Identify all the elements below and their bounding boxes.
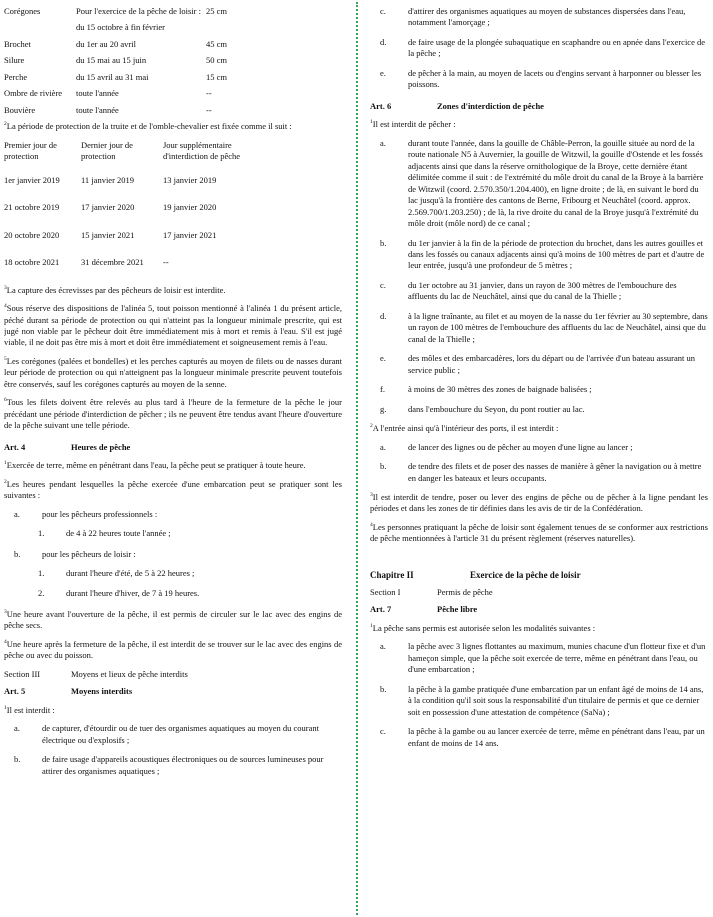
paragraph: $^4$Sous réserve des dispositions de l'alinéa 5, tout poisson mentionné à l'alinéa 1 du présent article, péché durant sa période de protection ou qui n'atteint pas la longueur minimale prescrite, qui est jugé non viable par le pêcheur doit être immédiatement mis à mort et remis à l'eau. S'il est jugé viable, il ne doit pas être mis à mort et doit être immédiatement et soigneusement remis à l'eau. bbox=[4, 303, 342, 348]
list-item: a. de capturer, d'étourdir ou de tuer des organismes aquatiques au moyen du courant électrique ou d'explosifs ; bbox=[14, 723, 319, 745]
species-cell: Corégones bbox=[4, 6, 41, 16]
right-column bbox=[370, 0, 708, 917]
article-heading: Art. 6 Zones d'interdiction de pêche bbox=[370, 100, 544, 111]
dates-cell: 1er janvier 2019 bbox=[4, 174, 60, 185]
paragraph: $^5$Les corégones (palées et bondelles) et les perches capturés au moyen de filets ou de nasses durant leur période de protection ou qui n'atteignent pas la longueur minimale prescrite peuvent toutefois être conservés, sauf les corégones capturés au moyen de la senne. bbox=[4, 355, 342, 389]
left-column bbox=[4, 0, 342, 917]
list-item: a. de lancer des lignes ou de pêcher au moyen d'une ligne au lancer ; bbox=[380, 441, 633, 452]
paragraph: $^3$Il est interdit de tendre, poser ou lever des engins de pêche ou de pêcher à la ligne pendant les périodes et dans les zones de tir définies dans les avis de tir de la Confédération. bbox=[370, 492, 708, 514]
list-item: a. pour les pêcheurs professionnels : bbox=[14, 508, 158, 519]
list-item: b. la pêche à la gambe pratiquée d'une embarcation par un enfant âgé de moins de 14 ans, à la condition qu'il soit sous la responsabilité d'un titulaire de permis et que ce dernier soit en possession d'une attestation de compétence (SaNa) ; bbox=[380, 683, 704, 717]
list-item: b. de faire usage d'appareils acoustiques électroniques ou de sources lumineuses pour attirer des organismes aquatiques ; bbox=[14, 754, 324, 776]
period-cell: du 15 octobre à fin février bbox=[76, 22, 165, 33]
list-item: c. d'attirer des organismes aquatiques au moyen de substances dispersées dans l'eau, notamment l'amorçage ; bbox=[380, 6, 686, 28]
dates-header-cell: Premier jour de protection bbox=[4, 139, 57, 162]
paragraph: $^3$Une heure avant l'ouverture de la pêche, il est permis de circuler sur le lac avec des engins de pêche secs. bbox=[4, 608, 342, 631]
list-item: a. la pêche avec 3 lignes flottantes au maximum, munies chacune d'un flotteur fixe et d'un hameçon simple, que la pêche soit exercée de terre, même en pénétrant dans l'eau, ou d'une embarcation ; bbox=[380, 641, 706, 675]
article-heading: Art. 5 Moyens interdits bbox=[4, 686, 133, 697]
period-cell: toute l'année bbox=[76, 88, 119, 99]
list-item: e. de pêcher à la main, au moyen de lacets ou d'engins servant à harponner ou blesser les poissons. bbox=[380, 67, 702, 90]
size-cell: -- bbox=[206, 104, 212, 115]
paragraph: $^1$Il est interdit : bbox=[4, 704, 55, 715]
size-cell: 15 cm bbox=[206, 71, 228, 82]
sub-list-item: 1. durant l'heure d'été, de 5 à 22 heures ; bbox=[38, 568, 195, 578]
species-table bbox=[4, 6, 342, 121]
list-item: b. pour les pêcheurs de loisir : bbox=[14, 548, 136, 559]
dates-header-cell: Jour supplémentaire d'interdiction de pêche bbox=[163, 139, 241, 162]
dates-cell: 20 octobre 2020 bbox=[4, 229, 60, 240]
period-cell: Pour l'exercice de la pêche de loisir : bbox=[76, 6, 201, 16]
paragraph: $^4$Les personnes pratiquant la pêche de loisir sont également tenues de se conformer aux restrictions de pêche mentionnées à l'article 31 du présent règlement (réserves naturelles). bbox=[370, 521, 708, 544]
list-item: b. de tendre des filets et de poser des nasses de manière à gêner la navigation ou à mettre en danger les bateaux et leurs occupants. bbox=[380, 461, 702, 483]
sub-list-item: 1. de 4 à 22 heures toute l'année ; bbox=[38, 528, 171, 539]
list-item: e. des môles et des embarcadères, lors du départ ou de l'arrivée d'un bateau assurant un service public ; bbox=[380, 353, 695, 375]
dates-cell: 31 décembre 2021 bbox=[81, 257, 144, 268]
size-cell: 45 cm bbox=[206, 38, 228, 49]
paragraph: $^6$Tous les filets doivent être relevés au plus tard à l'heure de la fermeture de la pêche le jour précédant une période d'interdiction de pêcher ; ils ne peuvent être tendus avant l'heure d'ouverture de la pêche suivant une telle période. bbox=[4, 397, 342, 431]
size-cell: 25 cm bbox=[206, 6, 228, 16]
species-cell bbox=[4, 22, 76, 38]
list-item: g. dans l'embouchure du Seyon, du pont routier au lac. bbox=[380, 403, 585, 414]
species-cell: Ombre de rivière bbox=[4, 88, 63, 99]
paragraph: $^1$Il est interdit de pêcher : bbox=[370, 119, 456, 130]
species-cell: Perche bbox=[4, 71, 28, 82]
column-divider bbox=[356, 2, 358, 915]
period-cell: du 1er au 20 avril bbox=[76, 38, 136, 49]
paragraph: $^2$Les heures pendant lesquelles la pêche exercée d'une embarcation peut se pratiquer sont les suivantes : bbox=[4, 478, 342, 501]
paragraph: $^1$La pêche sans permis est autorisée selon les modalités suivantes : bbox=[370, 622, 596, 633]
paragraph: $^4$Une heure après la fermeture de la pêche, il est interdit de se trouver sur le lac avec des engins de pêche ou avec du poisson. bbox=[4, 638, 342, 661]
size-cell bbox=[206, 22, 266, 38]
size-cell: -- bbox=[206, 88, 212, 99]
dates-cell: 15 janvier 2021 bbox=[81, 229, 135, 240]
paragraph: $^2$A l'entrée ainsi qu'à l'intérieur des ports, il est interdit : bbox=[370, 423, 559, 434]
section-heading: Section III Moyens et lieux de pêche interdits bbox=[4, 668, 188, 679]
dates-cell: 13 janvier 2019 bbox=[163, 174, 217, 185]
dates-cell: 18 octobre 2021 bbox=[4, 257, 60, 268]
dates-cell: 19 janvier 2020 bbox=[163, 202, 217, 213]
sub-list-item: 2. durant l'heure d'hiver, de 7 à 19 heures. bbox=[38, 588, 200, 599]
list-item: d. de faire usage de la plongée subaquatique en scaphandre ou en apnée dans l'exercice de la pêche ; bbox=[380, 36, 706, 59]
list-item: f. à moins de 30 mètres des zones de baignade balisées ; bbox=[380, 384, 592, 395]
list-item: c. du 1er octobre au 31 janvier, dans un rayon de 300 mètres de l'embouchure des affluents du lac de Neuchâtel, ainsi que du canal de la Thielle ; bbox=[380, 279, 677, 302]
section-heading: Section I Permis de pêche bbox=[370, 587, 493, 598]
size-cell: 50 cm bbox=[206, 55, 228, 66]
list-item: c. la pêche à la gambe ou au lancer exercée de terre, même en pénétrant dans l'eau, par un enfant de moins de 14 ans. bbox=[380, 726, 705, 748]
paragraph: $^2$La période de protection de la truite et de l'omble-chevalier est fixée comme il suit : bbox=[4, 121, 292, 132]
paragraph: $^1$Exercée de terre, même en pénétrant dans l'eau, la pêche peut se pratiquer à toute heure. bbox=[4, 460, 306, 471]
chapter-heading: Chapitre II Exercice de la pêche de loisir bbox=[370, 569, 581, 580]
species-cell: Brochet bbox=[4, 38, 31, 49]
paragraph: $^3$La capture des écrevisses par des pêcheurs de loisir est interdite. bbox=[4, 284, 226, 295]
dates-cell: 21 octobre 2019 bbox=[4, 202, 60, 213]
dates-cell: 17 janvier 2020 bbox=[81, 202, 135, 213]
period-cell: toute l'année bbox=[76, 104, 119, 115]
list-item: a. durant toute l'année, dans la gouille de Châble-Perron, la gouille située au nord de la route nationale N5 à Auvernier, la gouille de Witzwil, la gouille d'Ostende et les fossés adjacents ainsi que dans la réserve ornithologique de la Broye, cette dernière étant délimitée comme il suit : de l'extrémité du môle droit du canal de la Broye à la barrière de Witzwil (coord. 2.570.350/1.204.400), en ligne droite ; de là, en suivant le bord du lac jusqu'à la frontière des cantons de Berne, Fribourg et Neuchâtel (coord. approx. 2.569.700/1.203.250) ; de là, la rive droite du canal de la Broye jusqu'à l'extrémité du môle droit (môle nord) de ce canal ; bbox=[380, 137, 704, 229]
protection-dates-table bbox=[4, 140, 342, 285]
period-cell: du 15 avril au 31 mai bbox=[76, 71, 149, 82]
period-cell: du 15 mai au 15 juin bbox=[76, 55, 147, 66]
list-item: b. du 1er janvier à la fin de la période de protection du brochet, dans les autres gouilles et dans les fossés ou canaux adjacents ainsi qu'à moins de 100 mètres de part et d'autre de leur entrée, jusqu'à une profondeur de 5 mètres ; bbox=[380, 237, 705, 271]
dates-cell: -- bbox=[163, 257, 169, 268]
list-item: d. à la ligne traînante, au filet et au moyen de la nasse du 1er février au 30 septembre, dans un rayon de 100 mètres de l'embouchure des affluents du lac de Neuchâtel, ainsi que du canal de la Thielle ; bbox=[380, 310, 708, 344]
species-cell: Bouvière bbox=[4, 104, 36, 115]
dates-header-cell: Dernier jour de protection bbox=[81, 139, 133, 162]
article-heading: Art. 7 Pêche libre bbox=[370, 604, 478, 615]
dates-cell: 11 janvier 2019 bbox=[81, 174, 135, 185]
article-heading: Art. 4 Heures de pêche bbox=[4, 441, 131, 452]
dates-cell: 17 janvier 2021 bbox=[163, 229, 217, 240]
species-cell: Silure bbox=[4, 55, 25, 66]
